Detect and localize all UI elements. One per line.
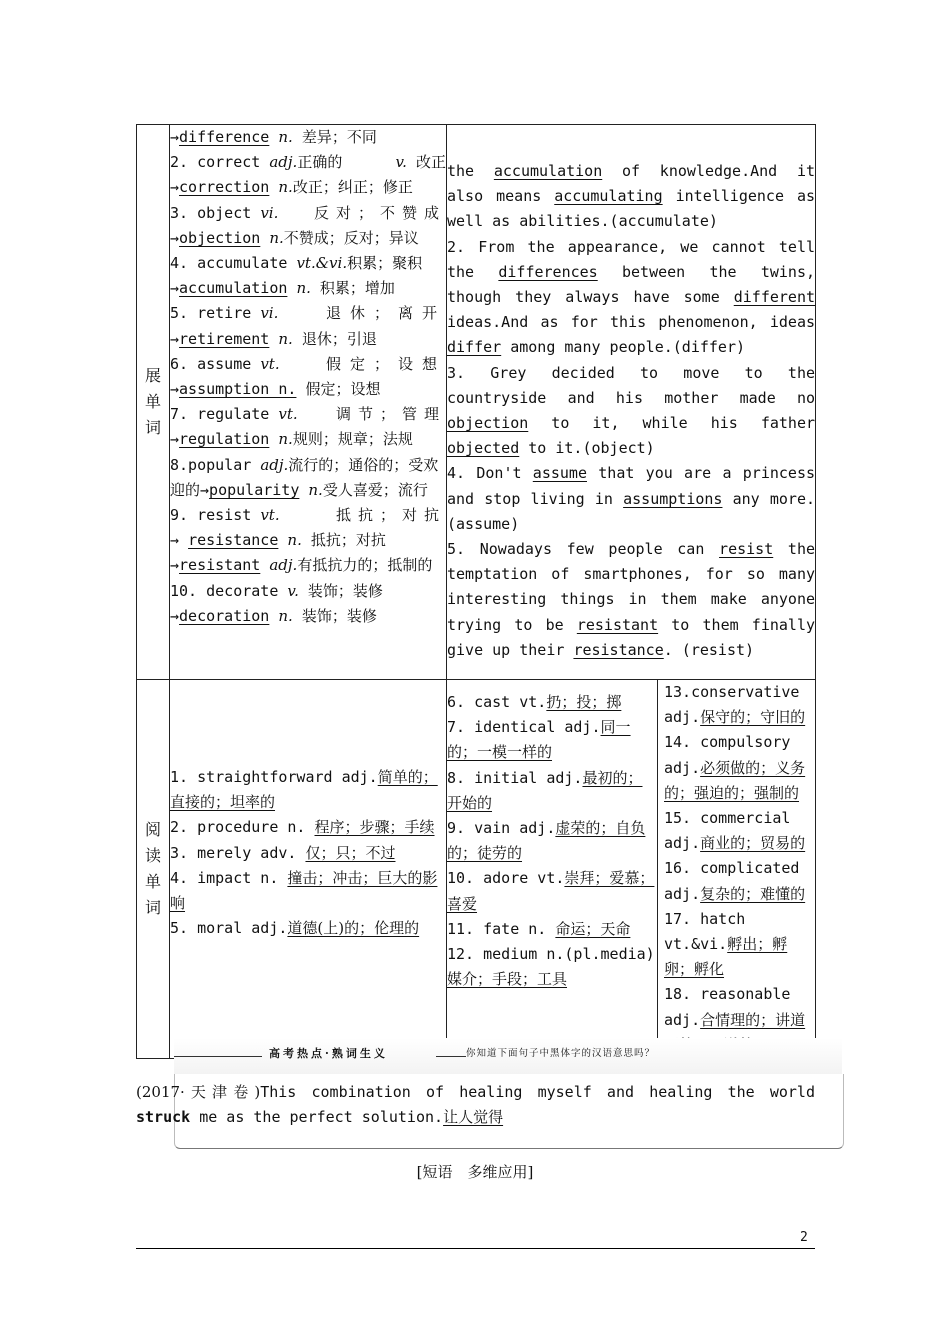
banner-subtitle: 你知道下面句子中黑体字的汉语意思吗？ [466, 1048, 656, 1059]
label-char: 词 [144, 418, 161, 437]
word-line: →retirement n. 退休；引退 [170, 329, 377, 348]
word-line: →assumption n. 假定；设想 [170, 380, 381, 399]
reading-col3 [658, 680, 816, 1059]
hot-bold-word: struck [136, 1108, 191, 1126]
reading-item: 8. initial adj.最初的；开始的 [447, 768, 643, 812]
reading-row [137, 680, 816, 1059]
word-line: 9. resist vt. 抵抗；对抗 [170, 506, 446, 525]
expand-sentences [447, 125, 816, 680]
reading-item: 18. reasonable adj.合情理的；讲道 [664, 985, 806, 1029]
word-line: →resistant adj.有抵抗力的；抵制的 [170, 556, 433, 575]
reading-item: 3. merely adv. 仅；只；不过 [170, 843, 396, 862]
word-line: 6. assume vt. 假定；设想 [170, 354, 446, 373]
sentence: 3. Grey decided to move to the countryside and his mother made no objection to it, while his father objected to it.(object) [447, 363, 816, 458]
word-line: 4. accumulate vt.&vi.积累；聚积 [170, 254, 423, 273]
footer-rule [136, 1248, 815, 1249]
hot-sentence [136, 1080, 815, 1130]
phrase-heading: [短语 多维应用] [416, 1163, 534, 1181]
reading-item: 2. procedure n. 程序；步骤；手续 [170, 818, 435, 837]
label-char: 读 [144, 846, 161, 866]
word-line: 8.popular adj.流行的；通俗的；受欢迎的→popularity n.受人喜爱；流行 [170, 455, 439, 499]
hot-line-2 [136, 1105, 815, 1130]
reading-item: 12. medium n.(pl.media)媒介；手段；工具 [447, 945, 655, 989]
hot-source: (2017·天津卷) [136, 1083, 261, 1101]
reading-item: 10. adore vt.崇拜；爱慕；喜爱 [447, 869, 655, 913]
expand-words [170, 125, 447, 680]
word-line: 7. regulate vt. 调节；管理 [170, 405, 446, 424]
reading-item: 17. hatch vt.&vi.孵出；孵卵；孵化 [664, 909, 788, 979]
sentence: 5. Nowadays few people can resist the temptation of smartphones, for so many interesting things in them make anyone trying to be resistant to them finally give up their resistance. (resist) [447, 540, 816, 659]
vocab-table [136, 124, 816, 1059]
label-char: 词 [144, 898, 161, 918]
hot-topic-banner [174, 1038, 842, 1074]
label-char: 阅 [144, 820, 161, 840]
word-line: 3. object vi. 反对；不赞成 [170, 203, 446, 222]
word-line: →accumulation n. 积累；增加 [170, 279, 395, 298]
label-char: 单 [144, 392, 161, 411]
expand-row [137, 125, 816, 680]
label-char: 展 [144, 366, 161, 385]
label-char: 单 [144, 872, 161, 892]
banner-rule [436, 1056, 466, 1057]
word-line: →regulation n.规则；规章；法规 [170, 430, 413, 449]
reading-item: 4. impact n. 撞击；冲击；巨大的影响 [170, 868, 438, 913]
word-line: →difference n. 差异；不同 [170, 128, 377, 146]
banner-rule [174, 1056, 262, 1057]
reading-label [137, 680, 170, 1059]
sentence: 4. Don't assume that you are a princess and stop living in assumptions any more.(assume) [447, 464, 816, 533]
sentence: the accumulation of knowledge.And it also means accumulating intelligence as well as abilities.(accumulate) [447, 162, 816, 231]
hot-line-1 [136, 1080, 815, 1105]
word-line: →objection n.不赞成；反对；异议 [170, 228, 419, 247]
banner-title: 高考热点·熟词生义 [269, 1047, 388, 1060]
page-number: 2 [800, 1230, 808, 1245]
reading-item: 14. compulsory adj.必须做的；义务的；强迫的；强制的 [664, 733, 806, 802]
hot-answer: 让人觉得 [443, 1108, 504, 1126]
reading-item: 6. cast vt.扔；投；掷 [447, 693, 622, 711]
sentence: 2. From the appearance, we cannot tell the differences between the twins, though they always have some different ideas.And as for this phenomenon, ideas differ among many people.(differ) [447, 237, 816, 357]
word-line: 2. correct adj.正确的 v. 改正 [170, 153, 446, 172]
word-line: 10. decorate v. 装饰；装修 [170, 581, 383, 600]
reading-item: 5. moral adj.道德(上)的；伦理的 [170, 919, 420, 938]
word-line: → resistance n. 抵抗；对抗 [170, 531, 386, 550]
reading-item: 9. vain adj.虚荣的；自负的；徒劳的 [447, 819, 646, 863]
word-line: →correction n.改正；纠正；修正 [170, 178, 413, 197]
reading-item: 13.conservative adj.保守的；守旧的 [664, 683, 806, 727]
reading-item: 7. identical adj.同一的；一模一样的 [447, 718, 631, 762]
hot-text: me as the perfect solution. [190, 1108, 444, 1126]
reading-col1 [170, 680, 447, 1059]
reading-item: 1. straightforward adj.简单的；直接的；坦率的 [170, 768, 438, 812]
reading-item: 16. complicated adj.复杂的；难懂的 [664, 859, 806, 903]
word-line: 5. retire vi. 退休；离开 [170, 304, 446, 323]
word-line: →decoration n. 装饰；装修 [170, 606, 377, 625]
reading-item: 11. fate n. 命运；天命 [447, 919, 631, 938]
reading-col2 [447, 680, 658, 1059]
expand-label [137, 125, 170, 680]
reading-item: 15. commercial adj.商业的；贸易的 [664, 809, 806, 853]
hot-text: This combination of healing myself and healing the world [260, 1083, 815, 1101]
